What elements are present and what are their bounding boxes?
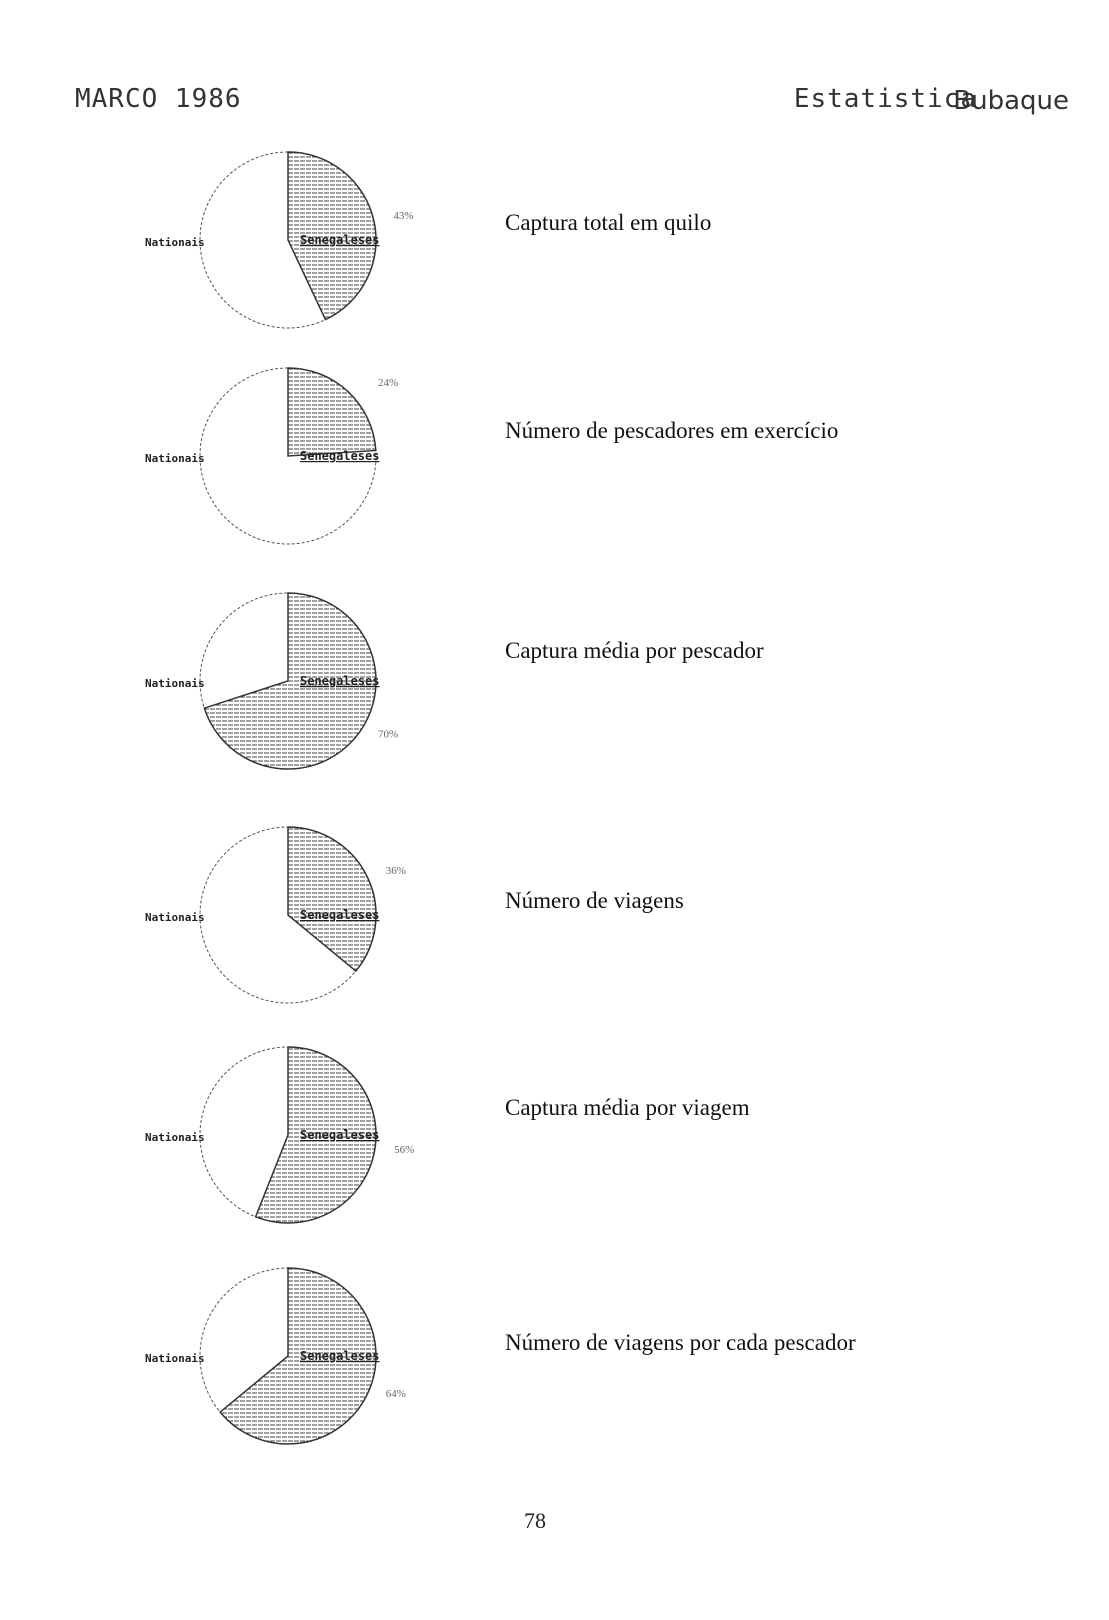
label-senegaleses: Senegaleses (300, 674, 380, 688)
pie-chart-5 (145, 1047, 414, 1223)
label-nationais: Nationais (145, 1131, 205, 1144)
header-right: Estatistica (793, 84, 977, 114)
label-nationais: Nationais (145, 236, 205, 249)
pie-chart-3 (145, 593, 398, 769)
chart-title: Captura total em quilo (505, 210, 712, 235)
chart-title: Número de viagens por cada pescador (505, 1330, 856, 1355)
chart-title: Número de pescadores em exercício (505, 418, 839, 443)
header-location: Bubaque (953, 86, 1069, 116)
pie-chart-2 (145, 368, 398, 544)
chart-title: Captura média por pescador (505, 638, 764, 663)
label-senegaleses: Senegaleses (300, 1128, 380, 1142)
percent-label: 64% (385, 1387, 406, 1400)
percent-label: 36% (385, 865, 406, 878)
label-senegaleses: Senegaleses (300, 449, 380, 463)
header-left: MARCO 1986 (75, 84, 242, 114)
label-nationais: Nationais (145, 911, 205, 924)
pie-chart-4 (145, 827, 406, 1003)
percent-label: 43% (393, 210, 414, 223)
page-number: 78 (524, 1508, 546, 1533)
percent-label: 24% (378, 377, 399, 390)
pie-chart-1 (145, 152, 414, 328)
label-nationais: Nationais (145, 1352, 205, 1365)
pie-chart-6 (145, 1268, 406, 1444)
chart-title: Número de viagens (505, 888, 684, 913)
percent-label: 70% (378, 728, 399, 741)
label-senegaleses: Senegaleses (300, 908, 380, 922)
label-senegaleses: Senegaleses (300, 233, 380, 247)
label-nationais: Nationais (145, 452, 205, 465)
percent-label: 56% (394, 1143, 415, 1156)
label-senegaleses: Senegaleses (300, 1349, 380, 1363)
slice-senegaleses (288, 368, 376, 456)
label-nationais: Nationais (145, 677, 205, 690)
chart-title: Captura média por viagem (505, 1095, 750, 1120)
